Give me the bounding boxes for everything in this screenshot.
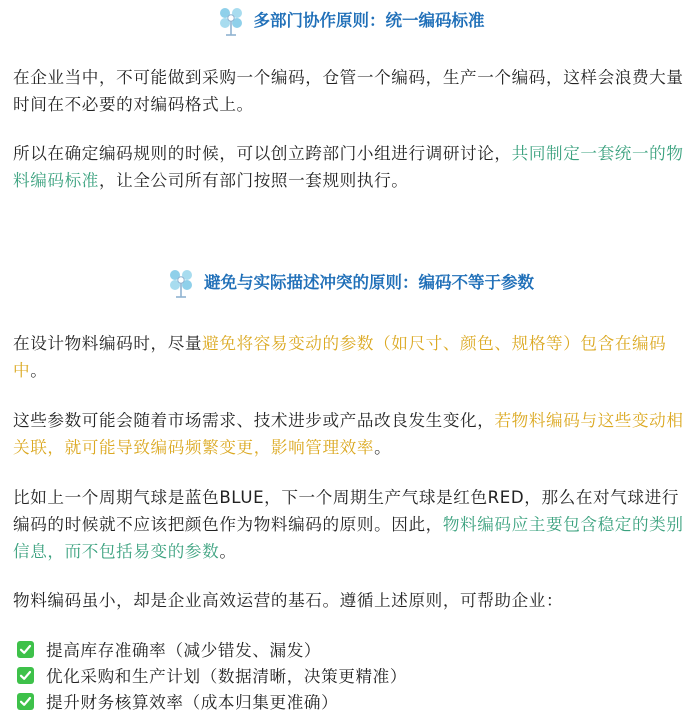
benefit-checklist xyxy=(17,636,407,714)
paragraph xyxy=(13,587,685,614)
paragraph xyxy=(13,330,685,384)
list-item-text: 提升财务核算效率（成本归集更准确） xyxy=(46,693,339,712)
paragraph xyxy=(13,140,685,194)
pinwheel-icon xyxy=(162,264,200,298)
paragraph-text: 在设计物料编码时，尽量 xyxy=(13,334,203,353)
paragraph-text: ，让全公司所有部门按照一套规则执行。 xyxy=(98,171,409,190)
paragraph-text: 。 xyxy=(374,438,392,457)
highlight-gold-text: 若物料编码与这些变动相关联，就可能导致编码频繁变更，影响管理效率 xyxy=(13,411,684,457)
paragraph-text: 比如上一个周期气球是蓝色BLUE，下一个周期生产气球是红色RED，那么在对气球进行编码的时候就不应该把颜色作为物料编码的原则。因此， xyxy=(13,488,680,534)
list-item-text: 优化采购和生产计划（数据清晰，决策更精准） xyxy=(46,667,408,686)
paragraph xyxy=(13,64,685,118)
section-heading-code-not-parameter xyxy=(0,264,698,298)
list-item-text: 提高库存准确率（减少错发、漏发） xyxy=(46,641,322,660)
highlight-green-text: 共同制定一套统一的物料编码标准 xyxy=(13,144,684,190)
paragraph-text: 物料编码虽小，却是企业高效运营的基石。遵循上述原则，可帮助企业： xyxy=(13,591,564,610)
list-item xyxy=(17,662,407,688)
paragraph-text: 。 xyxy=(219,542,237,561)
paragraph-text: 。 xyxy=(30,361,48,380)
section-heading-text: 多部门协作原则：统一编码标准 xyxy=(252,7,487,31)
list-item xyxy=(17,636,407,662)
check-box-icon xyxy=(17,667,34,684)
paragraph xyxy=(13,484,685,565)
paragraph xyxy=(13,407,685,461)
section-heading-unified-code xyxy=(0,2,698,36)
check-box-icon xyxy=(17,641,34,658)
pinwheel-icon xyxy=(212,2,250,36)
paragraph-text: 所以在确定编码规则的时候，可以创立跨部门小组进行调研讨论， xyxy=(13,144,512,163)
list-item xyxy=(17,688,407,714)
highlight-green-text: 物料编码应主要包含稳定的类别信息，而不包括易变的参数 xyxy=(13,515,684,561)
highlight-gold-text: 避免将容易变动的参数（如尺寸、颜色、规格等）包含在编码中 xyxy=(13,334,667,380)
paragraph-text: 在企业当中，不可能做到采购一个编码，仓管一个编码，生产一个编码，这样会浪费大量时间在不必要的对编码格式上。 xyxy=(13,68,684,114)
section-heading-text: 避免与实际描述冲突的原则：编码不等于参数 xyxy=(202,269,536,293)
check-box-icon xyxy=(17,693,34,710)
paragraph-text: 这些参数可能会随着市场需求、技术进步或产品改良发生变化， xyxy=(13,411,495,430)
